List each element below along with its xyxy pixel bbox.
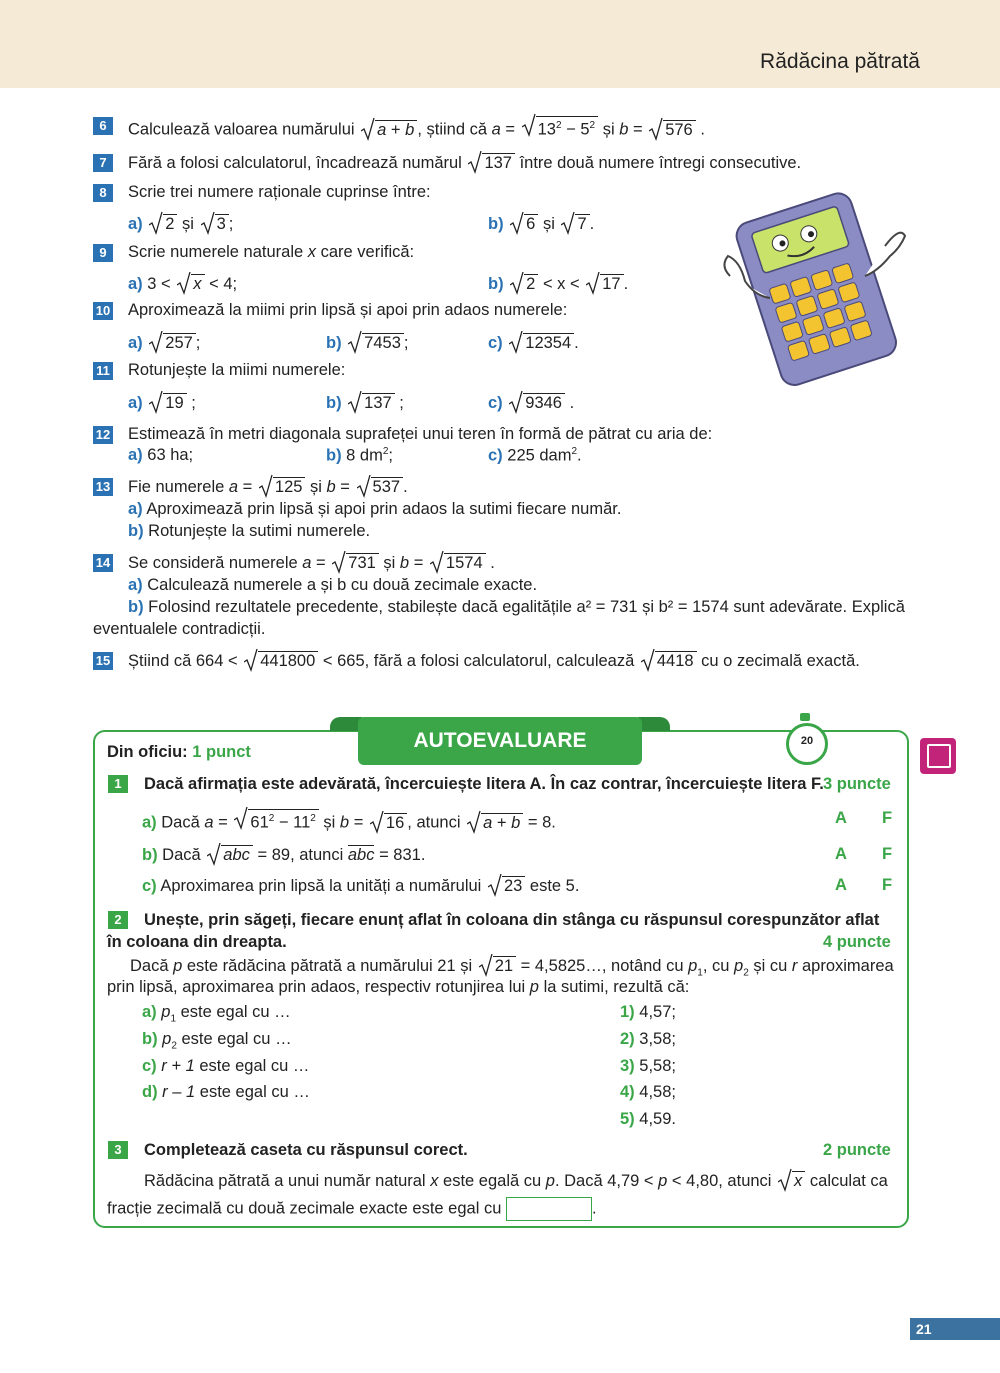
exercise-number-12: 12: [93, 426, 113, 444]
exercise-7: Fără a folosi calculatorul, încadrează numărul 137 între două numere întregi consecutive.: [128, 153, 801, 173]
question-number-3: 3: [108, 1141, 128, 1159]
question-1-text: Dacă afirmația este adevărată, încercuiește litera A. În caz contrar, încercuiește litera F.: [144, 775, 824, 793]
exercise-15: Știind că 664 < 441800 < 665, fără a folosi calculatorul, calculează 4418 cu o zecimală exactă.: [128, 651, 860, 671]
exercise-10-text: Aproximează la miimi prin lipsă și apoi prin adaos numerele:: [128, 301, 568, 319]
chapter-title: Rădăcina pătrată: [760, 50, 920, 73]
question-1-c: c) Aproximarea prin lipsă la unități a numărului 23 este 5.: [142, 876, 579, 896]
question-3-line1: Rădăcina pătrată a unui număr natural x este egală cu p. Dacă 4,79 < p < 4,80, atunci x calculat ca: [144, 1171, 888, 1191]
exercise-11-b: b) 137 ;: [326, 393, 404, 413]
exercise-number-14: 14: [93, 554, 113, 572]
exercise-12-c: c) 225 dam$^2$.: [488, 446, 582, 465]
q1c-option-F[interactable]: F: [882, 876, 893, 894]
q1b-option-A[interactable]: A: [835, 845, 847, 863]
exercise-10-a: a) 257 ;: [128, 333, 200, 353]
q2-left-c[interactable]: c) r + 1 este egal cu …: [142, 1057, 310, 1075]
exercise-number-10: 10: [93, 302, 113, 320]
exercise-9-b: b) 2 < x < 17 .: [488, 274, 628, 294]
exercise-8-a: a) 2 și 3 ;: [128, 214, 233, 234]
q1c-option-A[interactable]: A: [835, 876, 847, 894]
exercise-14-b: b) Folosind rezultatele precedente, stabilește dacă egalitățile a² = 731 și b² = 1574 sunt adevărate. Explică: [128, 598, 905, 616]
exercise-number-13: 13: [93, 478, 113, 496]
sqrt-a-plus-b: a + b: [361, 120, 417, 140]
q1b-option-F[interactable]: F: [882, 845, 893, 863]
exercise-6: Calculează valoarea numărului a + b , știind că a = $13^2 - 5^2$ și b = 576 .: [128, 116, 705, 140]
exercise-13-a: a) Aproximează prin lipsă și apoi prin adaos la sutimi fiecare număr.: [128, 500, 622, 518]
exercise-11-text: Rotunjește la miimi numerele:: [128, 361, 346, 379]
calculator-mascot-illustration: [700, 186, 920, 386]
q2-right-2[interactable]: 2) 3,58;: [620, 1030, 676, 1048]
exercise-12-b: b) 8 $dm^2$;: [326, 446, 394, 465]
exercise-number-8: 8: [93, 184, 113, 202]
q2-right-3[interactable]: 3) 5,58;: [620, 1057, 676, 1075]
q2-right-4[interactable]: 4) 4,58;: [620, 1083, 676, 1101]
self-assessment-title: AUTOEVALUARE: [358, 717, 642, 765]
q2-left-b[interactable]: b) $p_2$ este egal cu …: [142, 1030, 292, 1052]
question-3-line2: fracție zecimală cu două zecimale exacte este egal cu .: [107, 1197, 597, 1221]
exercise-13: Fie numerele a = 125 și b = 537 .: [128, 477, 408, 497]
exercise-12-text: Estimează în metri diagonala suprafeței unui teren în formă de pătrat cu aria de:: [128, 425, 713, 443]
exercise-10-b: b) 7453 ;: [326, 333, 408, 353]
exercise-14-b-cont: eventualele contradicții.: [93, 620, 266, 638]
exercise-number-11: 11: [93, 362, 113, 380]
image-gallery-icon[interactable]: [920, 738, 956, 774]
exercise-number-9: 9: [93, 244, 113, 262]
exercise-11-c: c) 9346 .: [488, 393, 574, 413]
exercise-number-15: 15: [93, 652, 113, 670]
stopwatch-icon: 20: [786, 723, 828, 765]
stopwatch-top: [800, 713, 810, 721]
exercise-12-a: a) 63 ha;: [128, 446, 194, 464]
question-1-points: 3 puncte: [823, 775, 891, 793]
exercise-8-b: b) 6 și 7 .: [488, 214, 594, 234]
question-1-a: a) Dacă a = $61^2 - 11^2$ și b = 16 , atunci a + b = 8.: [142, 809, 556, 833]
question-1-b: b) Dacă abc = 89, atunci abc = 831.: [142, 845, 425, 865]
page-header: [0, 0, 1000, 88]
q2-right-5[interactable]: 5) 4,59.: [620, 1110, 676, 1128]
page-number: 21: [910, 1318, 1000, 1340]
banner-ribbon-right: [638, 717, 670, 731]
question-2-premise: Dacă p este rădăcina pătrată a numărului 21 și 21 = 4,5825…, notând cu $p_1$, cu $p_2$ și cu r aproximarea: [130, 956, 894, 978]
question-2-text: Unește, prin săgeți, fiecare enunț aflat în coloana din stânga cu răspunsul corespunzător aflat: [144, 911, 880, 929]
q2-left-a[interactable]: a) $p_1$ este egal cu …: [142, 1003, 291, 1025]
question-2-text-cont: în coloana din dreapta.: [107, 933, 287, 951]
exercise-11-a: a) 19 ;: [128, 393, 196, 413]
question-number-1: 1: [108, 775, 128, 793]
exercise-14-a: a) Calculează numerele a și b cu două zecimale exacte.: [128, 576, 538, 594]
question-2-premise-cont: prin lipsă, aproximarea prin adaos, respectiv rotunjirea lui p la sutimi, rezultă că:: [107, 978, 690, 996]
exercise-13-b: b) Rotunjește la sutimi numerele.: [128, 522, 371, 540]
exercise-14: Se consideră numerele a = 731 și b = 1574 .: [128, 553, 495, 573]
q1a-option-F[interactable]: F: [882, 809, 893, 827]
q1a-option-A[interactable]: A: [835, 809, 847, 827]
exercise-9-text: Scrie numerele naturale x care verifică:: [128, 243, 415, 261]
question-3-text: Completează caseta cu răspunsul corect.: [144, 1141, 468, 1159]
din-oficiu: Din oficiu: 1 punct: [107, 743, 251, 761]
exercise-10-c: c) 12354 .: [488, 333, 579, 353]
question-number-2: 2: [108, 911, 128, 929]
question-2-points: 4 puncte: [823, 933, 891, 951]
q2-left-d[interactable]: d) r – 1 este egal cu …: [142, 1083, 310, 1101]
question-3-points: 2 puncte: [823, 1141, 891, 1159]
exercise-number-7: 7: [93, 154, 113, 172]
exercise-9-a: a) 3 < x < 4;: [128, 274, 237, 294]
q2-right-1[interactable]: 1) 4,57;: [620, 1003, 676, 1021]
exercise-number-6: 6: [93, 117, 113, 135]
exercise-8-text: Scrie trei numere raționale cuprinse între:: [128, 183, 431, 201]
answer-input-box[interactable]: [506, 1197, 592, 1221]
